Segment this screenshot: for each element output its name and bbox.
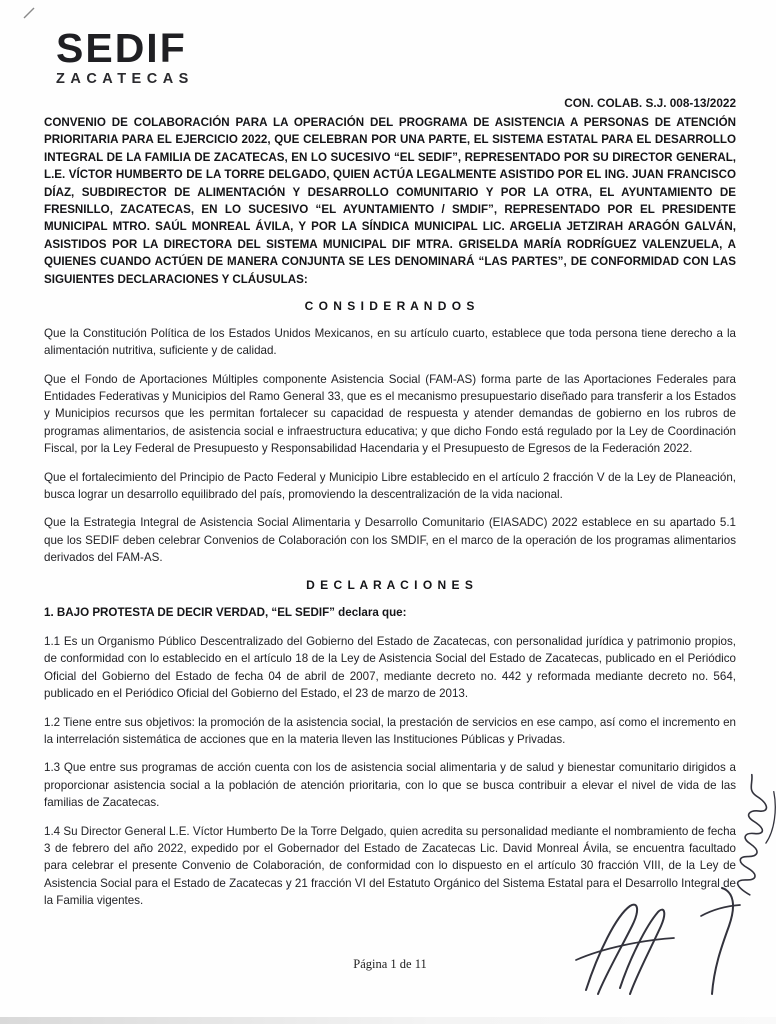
considerando-paragraph-4: Que la Estrategia Integral de Asistencia Social Alimentaria y Desarrollo Comunitario (EIASADC) 2022 establece en su apartado 5.1 que los SEDIF deben celebrar Convenios de Colaboración con los SMDIF, en el marco de la operación de los programas alimentarios derivados del FAM-AS.	[44, 516, 736, 565]
declaraciones-heading: D E C L A R A C I O N E S	[306, 577, 474, 592]
declaracion-paragraph-1-1: 1.1 Es un Organismo Público Descentralizado del Gobierno del Estado de Zacatecas, con personalidad jurídica y patrimonio propios, de conformidad con lo establecido en el artículo 18 de la Ley de Asistencia Social del Estado de Zacatecas, publicado en el Periódico Oficial del Gobierno del Estado de fecha 04 de abril de 2007, mediante decreto no. 442 y reformada mediante decreto no. 564, publicado en el Periódico Oficial del Gobierno del Estado, el 23 de marzo de 2013.	[44, 634, 736, 701]
declaracion-paragraph-1-3: 1.3 Que entre sus programas de acción cuenta con los de asistencia social alimentaria y de salud y bienestar comunitario dirigidos a proporcionar asistencia social a la población de atención prioritaria, con lo que se busca contribuir a elevar el nivel de vida de las familias de Zacatecas.	[44, 761, 736, 810]
logo-subtitle: ZACATECAS	[56, 71, 194, 87]
considerando-paragraph-1: Que la Constitución Política de los Estados Unidos Mexicanos, en su artículo cuarto, establece que toda persona tiene derecho a la alimentación nutritiva, suficiente y de calidad.	[44, 326, 736, 358]
page-number: Página 1 de 11	[353, 957, 427, 971]
declaracion-paragraph-1-4: 1.4 Su Director General L.E. Víctor Humberto De la Torre Delgado, quien acredita su personalidad mediante el nombramiento de fecha 3 de febrero del año 2022, expedido por el Gobernador del Estado de Zacatecas Lic. David Monreal Ávila, se encuentra facultado para celebrar el presente Convenio de Colaboración, de conformidad con lo dispuesto en el artículo 30 fracción VIII, de la Ley de Asistencia Social para el Estado de Zacatecas y 21 fracción VI del Estatuto Orgánico del Sistema Estatal para el Desarrollo Integral de la Familia vigentes.	[44, 824, 736, 908]
considerando-paragraph-3: Que el fortalecimiento del Principio de Pacto Federal y Municipio Libre establecido en el artículo 2 fracción V de la Ley de Planeación, busca lograr un desarrollo equilibrado del país, promoviendo la descentralización de la vida nacional.	[44, 470, 736, 502]
considerando-paragraph-2: Que el Fondo de Aportaciones Múltiples componente Asistencia Social (FAM-AS) forma parte de las Aportaciones Federales para Entidades Federativas y Municipios del Ramo General 33, que es el mecanismo presupuestario diseñado para transferir a los Estados y Municipios recursos que les permitan fortalecer su capacidad de respuesta y atender demandas de gobierno en los rubros de programas alimentarios, de asistencia social e infraestructura educativa; y que dicho Fondo está regulado por la Ley de Coordinación Fiscal, por la Ley Federal de Presupuesto y Responsabilidad Hacendaria y el Presupuesto de Egresos de la Federación 2022.	[44, 372, 736, 456]
declaracion-paragraph-1-2: 1.2 Tiene entre sus objetivos: la promoción de la asistencia social, la prestación de servicios en ese campo, así como el incremento en la interrelación sistemática de acciones que en la materia lleven las Instituciones Públicas y Privadas.	[44, 715, 736, 746]
declaraciones-lead: 1. BAJO PROTESTA DE DECIR VERDAD, “EL SEDIF” declara que:	[44, 605, 407, 619]
considerandos-heading: C O N S I D E R A N D O S	[304, 298, 476, 313]
sedif-logo	[56, 25, 194, 87]
logo-title: SEDIF	[56, 25, 187, 71]
intro-paragraph: CONVENIO DE COLABORACIÓN PARA LA OPERACIÓN DEL PROGRAMA DE ASISTENCIA A PERSONAS DE ATENCIÓN PRIORITARIA PARA EL EJERCICIO 2022, QUE CELEBRAN POR UNA PARTE, EL SISTEMA ESTATAL PARA EL DESARROLLO INTEGRAL DE LA FAMILIA DE ZACATECAS, EN LO SUCESIVO “EL SEDIF”, REPRESENTADO POR SU DIRECTOR GENERAL, L.E. VÍCTOR HUMBERTO DE LA TORRE DELGADO, QUIEN ACTÚA LEGALMENTE ASISTIDO POR EL ING. JUAN FRANCISCO DÍAZ, SUBDIRECTOR DE ALIMENTACIÓN Y DESARROLLO COMUNITARIO Y POR LA OTRA, EL AYUNTAMIENTO DE FRESNILLO, ZACATECAS, EN LO SUCESIVO “EL AYUNTAMIENTO / SMDIF”, REPRESENTADO POR EL PRESIDENTE MUNICIPAL MTRO. SAÚL MONREAL ÁVILA, Y POR LA SÍNDICA MUNICIPAL LIC. ARGELIA JETZIRAH ARAGÓN GALVÁN, ASISTIDOS POR LA DIRECTORA DEL SISTEMA MUNICIPAL DIF MTRA. GRISELDA MARÍA RODRÍGUEZ VALENZUELA, A QUIENES CUANDO ACTÚEN DE MANERA CONJUNTA SE LES DENOMINARÁ “LAS PARTES”, DE CONFORMIDAD CON LAS SIGUIENTES DECLARACIONES Y CLÁUSULAS:	[44, 116, 736, 286]
scan-artifact-mark	[22, 6, 36, 20]
reference-number: CON. COLAB. S.J. 008-13/2022	[564, 96, 736, 110]
document-header	[44, 26, 736, 114]
document-body	[44, 114, 736, 953]
